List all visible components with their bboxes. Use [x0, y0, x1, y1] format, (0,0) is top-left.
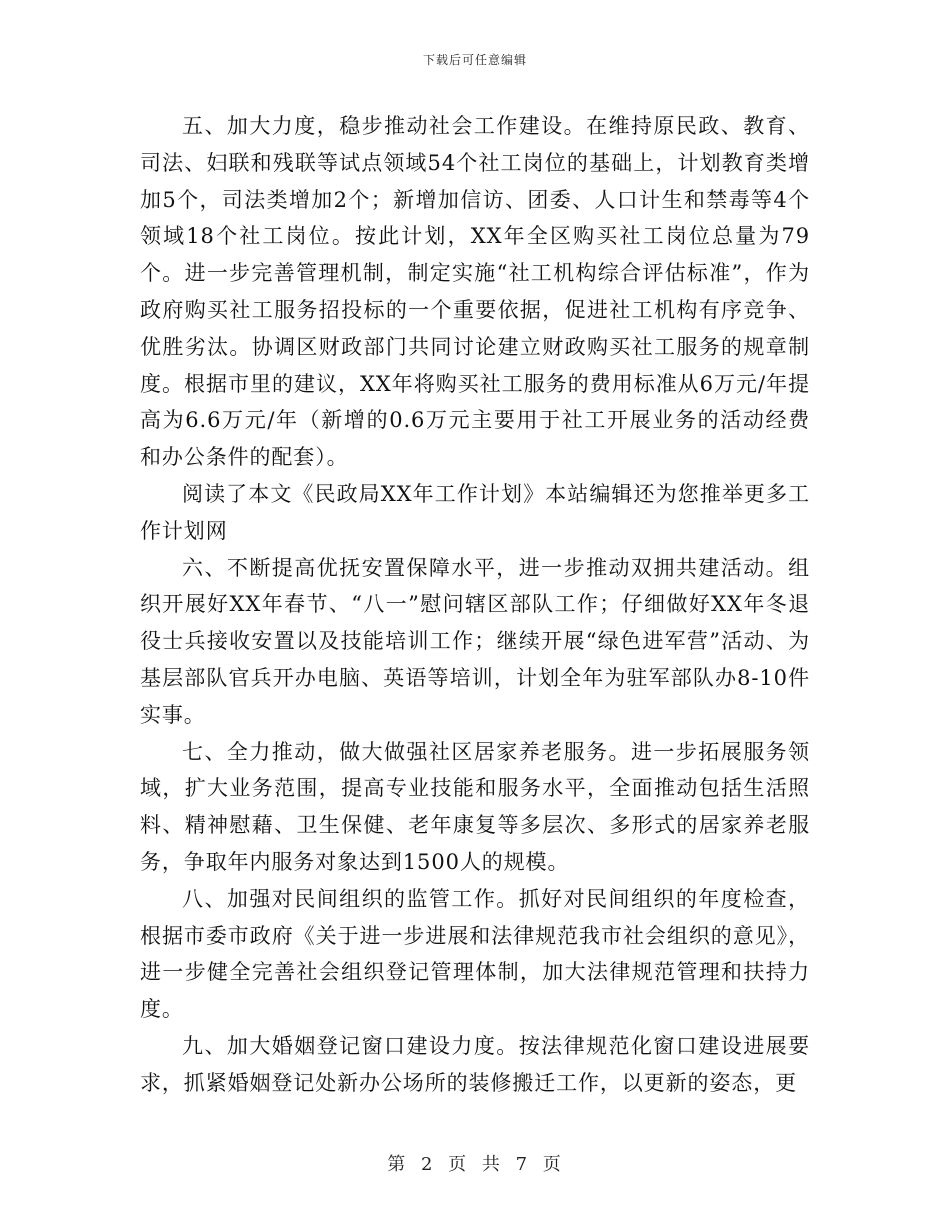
page-header: 下载后可任意编辑 [422, 53, 527, 67]
document-body [140, 108, 810, 1102]
paragraph-section-seven: 七、全力推动，做大做强社区居家养老服务。进一步拓展服务领域，扩大业务范围，提高专业技能和服务水平，全面推动包括生活照料、精神慰藉、卫生保健、老年康复等多层次、多形式的居家养老服务，争取年内服务对象达到1500人的规模。 [140, 739, 810, 874]
paragraph-section-nine: 九、加大婚姻登记窗口建设力度。按法律规范化窗口建设进展要求，抓紧婚姻登记处新办公场所的装修搬迁工作，以更新的姿态，更 [140, 1033, 810, 1095]
paragraph-section-eight: 八、加强对民间组织的监管工作。抓好对民间组织的年度检查，根据市委市政府《关于进一步进展和法律规范我市社会组织的意见》，进一步健全完善社会组织登记管理体制，加大法律规范管理和扶持力度。 [140, 886, 810, 1022]
paragraph-section-five: 五、加大力度，稳步推动社会工作建设。在维持原民政、教育、司法、妇联和残联等试点领域54个社工岗位的基础上，计划教育类增加5个，司法类增加2个；新增加信访、团委、人口计生和禁毒等4个领域18个社工岗位。按此计划，XX年全区购买社工岗位总量为79个。进一步完善管理机制，制定实施“社工机构综合评估标准”，作为政府购买社工服务招投标的一个重要依据，促进社工机构有序竞争、优胜劣汰。协调区财政部门共同讨论建立财政购买社工服务的规章制度。根据市里的建议，XX年将购买社工服务的费用标准从6万元/年提高为6.6万元/年（新增的0.6万元主要用于社工开展业务的活动经费和办公条件的配套）。 [140, 114, 810, 470]
paragraph-section-six: 六、不断提高优抚安置保障水平，进一步推动双拥共建活动。组织开展好XX年春节、“八一”慰问辖区部队工作；仔细做好XX年冬退役士兵接收安置以及技能培训工作；继续开展“绿色进军营”活动、为基层部队官兵开办电脑、英语等培训，计划全年为驻军部队办8-10件实事。 [140, 555, 810, 727]
paragraph-editor-note: 阅读了本文《民政局XX年工作计划》本站编辑还为您推举更多工作计划网 [140, 481, 810, 543]
page-number-footer: 第 2 页 共 7 页 [387, 1154, 563, 1175]
